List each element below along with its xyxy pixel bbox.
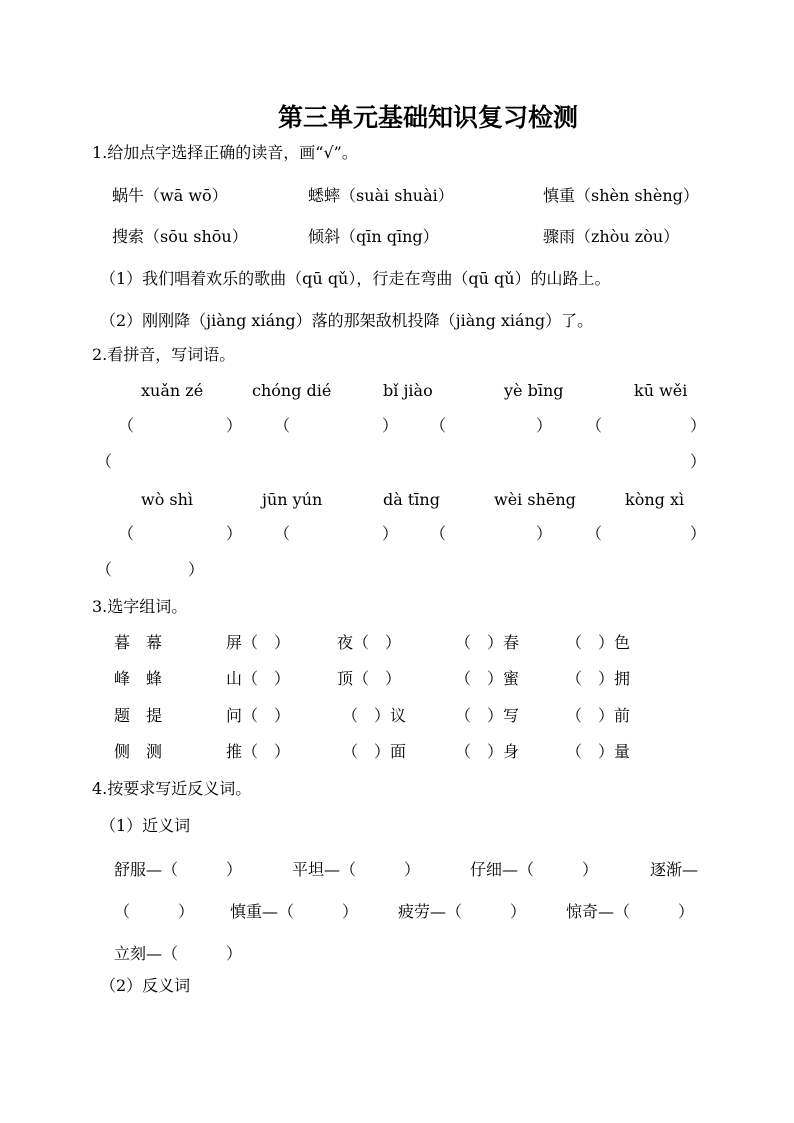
word-blank: 山（ ）: [226, 669, 291, 688]
q4-heading: 4.按要求写近反义词。: [92, 779, 252, 798]
word-blank: 推（ ）: [226, 742, 291, 761]
word-blank: （ ）色: [566, 633, 631, 652]
synonym-item: 逐渐—: [650, 860, 699, 879]
word-blank: 夜（ ）: [337, 633, 402, 652]
pinyin-label: xuǎn zé: [141, 381, 204, 400]
page-title: 第三单元基础知识复习检测: [277, 103, 578, 132]
word-blank: （ ）前: [566, 706, 631, 725]
pinyin-label: wò shì: [141, 490, 194, 509]
answer-blank-open: （: [96, 560, 113, 579]
pinyin-label: jūn yún: [262, 490, 323, 509]
synonym-item: 慎重—（ ）: [230, 902, 359, 921]
q1-item: 慎重（shèn shèng）: [543, 186, 699, 205]
synonym-item: （ ）: [114, 902, 195, 921]
pinyin-label: chóng dié: [252, 381, 332, 400]
q1-sentence-2: （2）刚刚降（jiàng xiáng）落的那架敌机投降（jiàng xiáng）了。: [100, 311, 594, 330]
answer-blank-close: ）: [226, 416, 243, 435]
word-blank: （ ）量: [566, 742, 631, 761]
synonym-item: 平坦—（ ）: [292, 860, 421, 879]
pinyin-label: kū wěi: [634, 381, 688, 400]
q1-sentence-1: （1）我们唱着欢乐的歌曲（qū qǔ），行走在弯曲（qū qǔ）的山路上。: [100, 269, 611, 288]
q1-item: 倾斜（qīn qīng）: [308, 227, 439, 246]
q1-heading: 1.给加点字选择正确的读音，画“√”。: [92, 143, 358, 162]
answer-blank-open: （: [586, 524, 603, 543]
word-blank: （ ）议: [342, 706, 407, 725]
char-pair: 侧 测: [114, 742, 163, 761]
char-pair: 暮 幕: [114, 633, 163, 652]
answer-blank-open: （: [96, 452, 113, 471]
pinyin-label: bǐ jiào: [383, 381, 433, 400]
pinyin-label: dà tīng: [383, 490, 440, 509]
word-blank: 屏（ ）: [226, 633, 291, 652]
answer-blank-open: （: [430, 416, 447, 435]
answer-blank-close: ）: [188, 560, 205, 579]
answer-blank-close: ）: [690, 416, 707, 435]
char-pair: 峰 蜂: [114, 669, 163, 688]
word-blank: （ ）写: [455, 706, 520, 725]
word-blank: 问（ ）: [226, 706, 291, 725]
answer-blank-open: （: [274, 524, 291, 543]
answer-blank-open: （: [118, 416, 135, 435]
answer-blank-close: ）: [690, 524, 707, 543]
pinyin-label: wèi shēng: [494, 490, 576, 509]
answer-blank-close: ）: [690, 452, 707, 471]
answer-blank-open: （: [430, 524, 447, 543]
q3-heading: 3.选字组词。: [92, 597, 188, 616]
q1-item: 蜗牛（wā wō）: [112, 186, 228, 205]
word-blank: （ ）春: [455, 633, 520, 652]
word-blank: （ ）蜜: [455, 669, 520, 688]
answer-blank-open: （: [274, 416, 291, 435]
answer-blank-close: ）: [382, 416, 399, 435]
answer-blank-close: ）: [226, 524, 243, 543]
q1-item: 骤雨（zhòu zòu）: [543, 227, 680, 246]
pinyin-label: yè bīng: [504, 381, 564, 400]
char-pair: 题 提: [114, 706, 163, 725]
word-blank: （ ）面: [342, 742, 407, 761]
synonym-item: 惊奇—（ ）: [566, 902, 695, 921]
answer-blank-open: （: [118, 524, 135, 543]
answer-blank-close: ）: [382, 524, 399, 543]
answer-blank-open: （: [586, 416, 603, 435]
q2-heading: 2.看拼音，写词语。: [92, 345, 236, 364]
word-blank: 顶（ ）: [337, 669, 402, 688]
synonym-item: 立刻—（ ）: [114, 944, 243, 963]
word-blank: （ ）拥: [566, 669, 631, 688]
synonym-item: 仔细—（ ）: [470, 860, 599, 879]
q4-sub-heading: （1）近义词: [100, 816, 191, 835]
synonym-item: 舒服—（ ）: [114, 860, 243, 879]
word-blank: （ ）身: [455, 742, 520, 761]
pinyin-label: kòng xì: [625, 490, 685, 509]
answer-blank-close: ）: [536, 416, 553, 435]
answer-blank-close: ）: [536, 524, 553, 543]
synonym-item: 疲劳—（ ）: [398, 902, 527, 921]
q4-sub-heading: （2）反义词: [100, 976, 191, 995]
q1-item: 蟋蟀（suài shuài）: [308, 186, 454, 205]
q1-item: 搜索（sōu shōu）: [112, 227, 248, 246]
